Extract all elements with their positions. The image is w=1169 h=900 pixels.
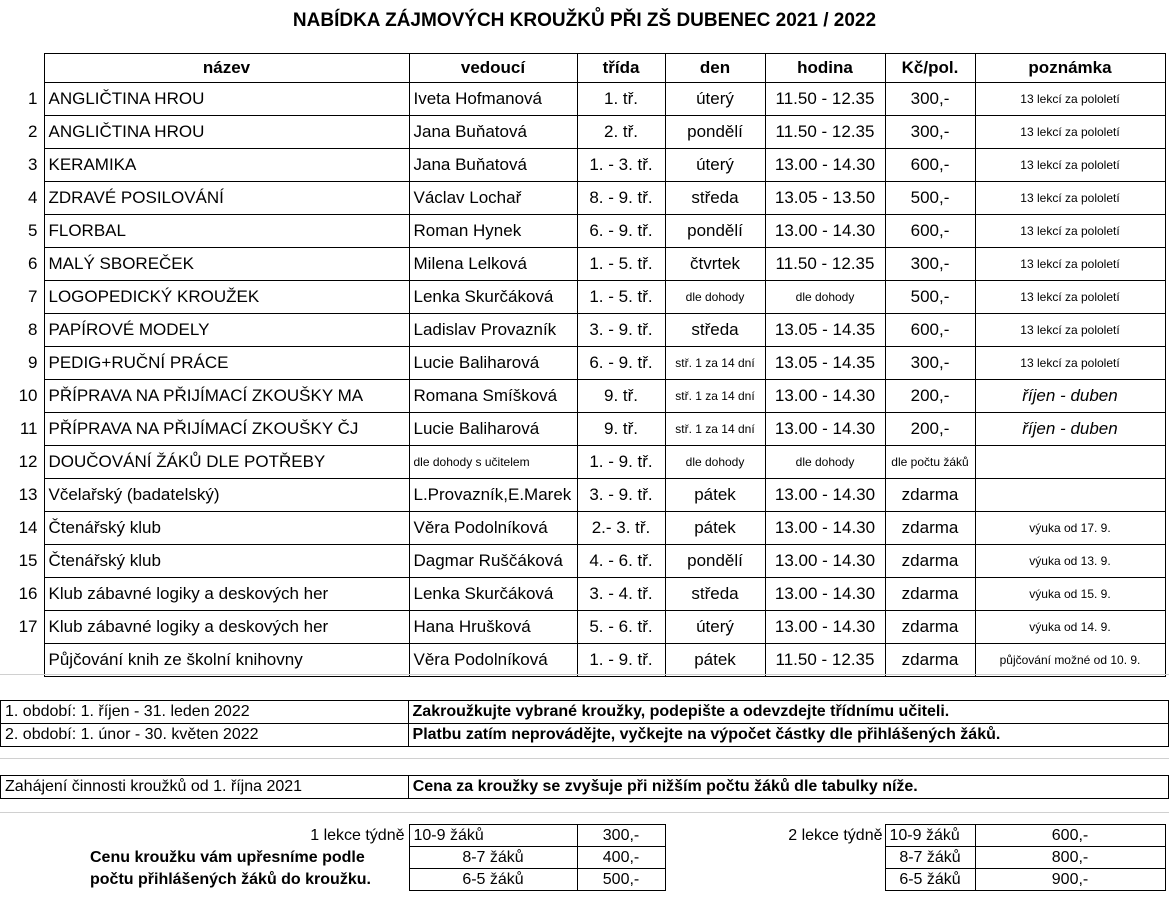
club-note: výuka od 17. 9. xyxy=(975,512,1165,545)
table-row xyxy=(0,83,1165,116)
price-value: 300,- xyxy=(577,825,665,847)
club-price: 300,- xyxy=(885,83,975,116)
club-day: čtvrtek xyxy=(665,248,765,281)
club-grade: 1. - 5. tř. xyxy=(577,281,665,314)
price-group: 6-5 žáků xyxy=(409,869,577,891)
page-title: NABÍDKA ZÁJMOVÝCH KROUŽKŮ PŘI ZŠ DUBENEC 2021 / 2022 xyxy=(292,10,877,31)
club-grade: 5. - 6. tř. xyxy=(577,611,665,644)
club-price: zdarma xyxy=(885,611,975,644)
club-day: pondělí xyxy=(665,215,765,248)
price-group: 6-5 žáků xyxy=(885,869,975,891)
club-price: 600,- xyxy=(885,314,975,347)
table-row xyxy=(0,182,1165,215)
table-row xyxy=(0,479,1165,512)
row-number: 12 xyxy=(18,452,38,471)
club-price: 500,- xyxy=(885,281,975,314)
club-time: 13.05 - 14.35 xyxy=(765,314,885,347)
club-note: 13 lekcí za pololetí xyxy=(975,281,1165,314)
club-name: FLORBAL xyxy=(44,215,409,248)
club-note: výuka od 15. 9. xyxy=(975,578,1165,611)
club-time: 13.00 - 14.30 xyxy=(765,215,885,248)
club-time: 13.00 - 14.30 xyxy=(765,149,885,182)
row-number: 5 xyxy=(28,221,38,240)
club-leader: L.Provazník,E.Marek xyxy=(409,479,577,512)
club-time: 11.50 - 12.35 xyxy=(765,116,885,149)
table-row xyxy=(0,611,1165,644)
table-row xyxy=(0,446,1165,479)
info-periods xyxy=(0,700,1169,747)
table-row xyxy=(0,644,1165,677)
club-time: 13.00 - 14.30 xyxy=(765,512,885,545)
club-name: DOUČOVÁNÍ ŽÁKŮ DLE POTŘEBY xyxy=(44,446,409,479)
club-day: středa xyxy=(665,578,765,611)
club-grade: 2. tř. xyxy=(577,116,665,149)
clubs-table xyxy=(0,53,1166,677)
club-leader: Ladislav Provazník xyxy=(409,314,577,347)
club-price: 600,- xyxy=(885,149,975,182)
club-price: 300,- xyxy=(885,116,975,149)
price-note: Cena za kroužky se zvyšuje při nižším počtu žáků dle tabulky níže. xyxy=(408,776,1168,799)
club-price: zdarma xyxy=(885,512,975,545)
club-price: 600,- xyxy=(885,215,975,248)
club-day: pátek xyxy=(665,512,765,545)
instruction-2: Platbu zatím neprovádějte, vyčkejte na výpočet částky dle přihlášených žáků. xyxy=(408,724,1168,747)
club-time: 13.00 - 14.30 xyxy=(765,578,885,611)
club-leader: Věra Podolníková xyxy=(409,512,577,545)
price-value: 600,- xyxy=(975,825,1165,847)
club-note: 13 lekcí za pololetí xyxy=(975,248,1165,281)
row-number: 3 xyxy=(28,155,38,174)
row-number: 14 xyxy=(18,518,38,537)
club-price: 200,- xyxy=(885,413,975,446)
club-price: 500,- xyxy=(885,182,975,215)
club-grade: 1. - 5. tř. xyxy=(577,248,665,281)
club-grade: 9. tř. xyxy=(577,413,665,446)
club-grade: 1. tř. xyxy=(577,83,665,116)
row-number: 17 xyxy=(18,617,38,636)
table-header xyxy=(0,54,1165,83)
club-name: PŘÍPRAVA NA PŘIJÍMACÍ ZKOUŠKY MA xyxy=(44,380,409,413)
table-body xyxy=(0,83,1165,677)
two-lesson-label: 2 lekce týdně xyxy=(788,826,883,844)
table-row xyxy=(0,512,1165,545)
price-value: 400,- xyxy=(577,847,665,869)
club-leader: Věra Podolníková xyxy=(409,644,577,677)
club-name: PŘÍPRAVA NA PŘIJÍMACÍ ZKOUŠKY ČJ xyxy=(44,413,409,446)
club-leader: dle dohody s učitelem xyxy=(409,446,577,479)
row-number xyxy=(0,644,44,677)
club-leader: Romana Smíšková xyxy=(409,380,577,413)
header-kc: Kč/pol. xyxy=(885,54,975,83)
club-leader: Iveta Hofmanová xyxy=(409,83,577,116)
row-number: 6 xyxy=(28,254,38,273)
table-row xyxy=(0,248,1165,281)
one-lesson-label: 1 lekce týdně xyxy=(310,826,405,844)
table-row xyxy=(0,149,1165,182)
club-name: ANGLIČTINA HROU xyxy=(44,116,409,149)
club-name: ANGLIČTINA HROU xyxy=(44,83,409,116)
club-note: 13 lekcí za pololetí xyxy=(975,314,1165,347)
club-price: 300,- xyxy=(885,347,975,380)
pricing-table xyxy=(0,824,1166,891)
club-note: 13 lekcí za pololetí xyxy=(975,347,1165,380)
row-number: 4 xyxy=(28,188,38,207)
club-leader: Milena Lelková xyxy=(409,248,577,281)
club-note: 13 lekcí za pololetí xyxy=(975,149,1165,182)
club-day: středa xyxy=(665,314,765,347)
club-price: dle počtu žáků xyxy=(885,446,975,479)
club-name: PAPÍROVÉ MODELY xyxy=(44,314,409,347)
club-grade: 2.- 3. tř. xyxy=(577,512,665,545)
club-name: KERAMIKA xyxy=(44,149,409,182)
club-note: 13 lekcí za pololetí xyxy=(975,182,1165,215)
table-row xyxy=(0,215,1165,248)
grid-divider xyxy=(0,758,1169,759)
club-note: 13 lekcí za pololetí xyxy=(975,83,1165,116)
price-group: 10-9 žáků xyxy=(409,825,577,847)
club-day: úterý xyxy=(665,611,765,644)
header-poznamka: poznámka xyxy=(975,54,1165,83)
price-group: 10-9 žáků xyxy=(885,825,975,847)
club-day: pondělí xyxy=(665,545,765,578)
club-time: 13.00 - 14.30 xyxy=(765,380,885,413)
table-row xyxy=(0,281,1165,314)
club-note: říjen - duben xyxy=(975,380,1165,413)
row-number: 11 xyxy=(19,419,38,438)
club-note: 13 lekcí za pololetí xyxy=(975,215,1165,248)
club-time: 13.00 - 14.30 xyxy=(765,545,885,578)
club-note: výuka od 13. 9. xyxy=(975,545,1165,578)
club-note: 13 lekcí za pololetí xyxy=(975,116,1165,149)
table-row xyxy=(0,380,1165,413)
club-grade: 9. tř. xyxy=(577,380,665,413)
row-number: 16 xyxy=(18,584,38,603)
table-row xyxy=(0,347,1165,380)
header-trida: třída xyxy=(577,54,665,83)
club-time: 11.50 - 12.35 xyxy=(765,644,885,677)
price-value: 500,- xyxy=(577,869,665,891)
club-time: dle dohody xyxy=(765,446,885,479)
club-name: PEDIG+RUČNÍ PRÁCE xyxy=(44,347,409,380)
club-note xyxy=(975,446,1165,479)
header-vedouci: vedoucí xyxy=(409,54,577,83)
grid-divider xyxy=(0,674,1169,675)
row-number: 13 xyxy=(18,485,38,504)
club-time: 11.50 - 12.35 xyxy=(765,248,885,281)
club-name: Klub zábavné logiky a deskových her xyxy=(44,611,409,644)
club-grade: 8. - 9. tř. xyxy=(577,182,665,215)
club-price: zdarma xyxy=(885,578,975,611)
price-group: 8-7 žáků xyxy=(885,847,975,869)
table-row xyxy=(0,545,1165,578)
club-day: pátek xyxy=(665,479,765,512)
club-day: stř. 1 za 14 dní xyxy=(665,380,765,413)
row-number: 10 xyxy=(18,386,38,405)
club-grade: 1. - 3. tř. xyxy=(577,149,665,182)
grid-divider xyxy=(0,812,1169,813)
instruction-1: Zakroužkujte vybrané kroužky, podepište a odevzdejte třídnímu učiteli. xyxy=(408,701,1168,724)
price-value: 900,- xyxy=(975,869,1165,891)
club-price: zdarma xyxy=(885,545,975,578)
club-price: 300,- xyxy=(885,248,975,281)
club-day: úterý xyxy=(665,83,765,116)
club-leader: Lenka Skurčáková xyxy=(409,281,577,314)
club-time: 11.50 - 12.35 xyxy=(765,83,885,116)
club-name: MALÝ SBOREČEK xyxy=(44,248,409,281)
club-note: výuka od 14. 9. xyxy=(975,611,1165,644)
club-name: Půjčování knih ze školní knihovny xyxy=(44,644,409,677)
club-leader: Dagmar Ruščáková xyxy=(409,545,577,578)
row-number: 15 xyxy=(18,551,38,570)
club-grade: 6. - 9. tř. xyxy=(577,347,665,380)
club-grade: 1. - 9. tř. xyxy=(577,644,665,677)
row-number: 2 xyxy=(28,122,38,141)
club-leader: Václav Lochař xyxy=(409,182,577,215)
price-value: 800,- xyxy=(975,847,1165,869)
club-name: Čtenářský klub xyxy=(44,545,409,578)
club-day: stř. 1 za 14 dní xyxy=(665,347,765,380)
club-price: zdarma xyxy=(885,479,975,512)
pricing-note-2: počtu přihlášených žáků do kroužku. xyxy=(90,870,371,888)
club-name: Klub zábavné logiky a deskových her xyxy=(44,578,409,611)
club-grade: 3. - 4. tř. xyxy=(577,578,665,611)
club-grade: 3. - 9. tř. xyxy=(577,314,665,347)
table-row xyxy=(0,578,1165,611)
club-price: zdarma xyxy=(885,644,975,677)
header-nazev: název xyxy=(44,54,409,83)
club-day: stř. 1 za 14 dní xyxy=(665,413,765,446)
row-number: 9 xyxy=(28,353,38,372)
club-time: 13.00 - 14.30 xyxy=(765,611,885,644)
period-2: 2. období: 1. únor - 30. květen 2022 xyxy=(1,724,409,747)
club-time: 13.00 - 14.30 xyxy=(765,479,885,512)
table-row xyxy=(0,413,1165,446)
club-note xyxy=(975,479,1165,512)
club-leader: Jana Buňatová xyxy=(409,116,577,149)
club-leader: Jana Buňatová xyxy=(409,149,577,182)
row-number: 1 xyxy=(28,89,38,108)
header-den: den xyxy=(665,54,765,83)
period-1: 1. období: 1. říjen - 31. leden 2022 xyxy=(1,701,409,724)
pricing-note-1: Cenu kroužku vám upřesníme podle xyxy=(90,848,365,866)
club-name: ZDRAVÉ POSILOVÁNÍ xyxy=(44,182,409,215)
club-grade: 4. - 6. tř. xyxy=(577,545,665,578)
club-name: LOGOPEDICKÝ KROUŽEK xyxy=(44,281,409,314)
club-grade: 6. - 9. tř. xyxy=(577,215,665,248)
club-day: středa xyxy=(665,182,765,215)
info-start xyxy=(0,775,1169,799)
club-day: pátek xyxy=(665,644,765,677)
club-day: pondělí xyxy=(665,116,765,149)
row-number: 8 xyxy=(28,320,38,339)
club-time: dle dohody xyxy=(765,281,885,314)
club-leader: Lucie Baliharová xyxy=(409,347,577,380)
header-hodina: hodina xyxy=(765,54,885,83)
price-group: 8-7 žáků xyxy=(409,847,577,869)
club-day: dle dohody xyxy=(665,446,765,479)
club-day: úterý xyxy=(665,149,765,182)
club-price: 200,- xyxy=(885,380,975,413)
club-time: 13.00 - 14.30 xyxy=(765,413,885,446)
table-row xyxy=(0,116,1165,149)
club-grade: 3. - 9. tř. xyxy=(577,479,665,512)
club-leader: Roman Hynek xyxy=(409,215,577,248)
start-date: Zahájení činnosti kroužků od 1. října 2021 xyxy=(1,776,409,799)
club-leader: Lenka Skurčáková xyxy=(409,578,577,611)
club-day: dle dohody xyxy=(665,281,765,314)
club-grade: 1. - 9. tř. xyxy=(577,446,665,479)
club-leader: Lucie Baliharová xyxy=(409,413,577,446)
club-leader: Hana Hrušková xyxy=(409,611,577,644)
club-time: 13.05 - 13.50 xyxy=(765,182,885,215)
table-row xyxy=(0,314,1165,347)
club-name: Včelařský (badatelský) xyxy=(44,479,409,512)
club-note: říjen - duben xyxy=(975,413,1165,446)
club-name: Čtenářský klub xyxy=(44,512,409,545)
row-number: 7 xyxy=(28,287,38,306)
club-note: půjčování možné od 10. 9. xyxy=(975,644,1165,677)
club-time: 13.05 - 14.35 xyxy=(765,347,885,380)
